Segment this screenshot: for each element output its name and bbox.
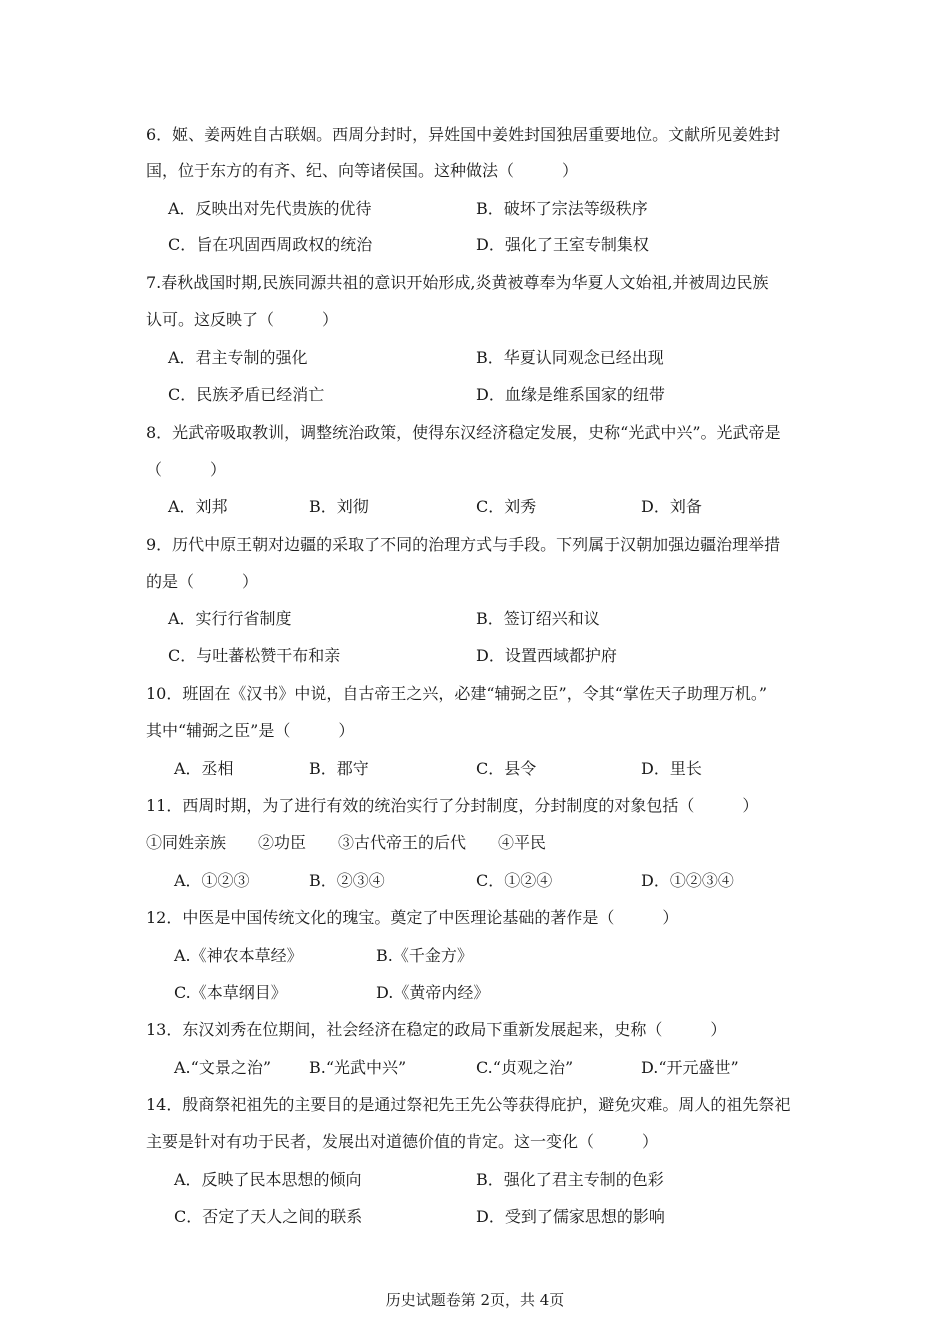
question-14-option-b: B．强化了君主专制的色彩 [476,1170,664,1189]
question-12-stem-line-1: 12．中医是中国传统文化的瑰宝。奠定了中医理论基础的著作是（ ） [146,908,679,927]
question-11-option-c: C．①②④ [476,871,553,890]
question-6-option-d: D．强化了王室专制集权 [476,235,649,254]
question-10-option-d: D．里长 [641,759,702,778]
question-7-option-d: D．血缘是维系国家的纽带 [476,385,665,404]
question-9-option-a: A．实行行省制度 [168,609,292,628]
question-7-stem-line-2: 认可。这反映了（ ） [146,310,339,329]
question-13-option-a: A.“文景之治” [174,1058,272,1077]
question-8-stem-line-2: （ ） [146,460,227,479]
question-14-stem-line-2: 主要是针对有功于民者，发展出对道德价值的肯定。这一变化（ ） [146,1132,659,1151]
question-7-stem-line-1: 7.春秋战国时期,民族同源共祖的意识开始形成,炎黄被尊奉为华夏人文始祖,并被周边民族 [146,273,769,292]
question-10-stem-line-1: 10．班固在《汉书》中说，自古帝王之兴，必建“辅弼之臣”，令其“掌佐天子助理万机。” [146,684,768,703]
question-9-stem-line-2: 的是（ ） [146,572,259,591]
question-10-stem-line-2: 其中“辅弼之臣”是（ ） [146,721,355,740]
question-13-option-d: D.“开元盛世” [641,1058,739,1077]
question-10-option-c: C．县令 [476,759,537,778]
question-11-option-b: B．②③④ [309,871,385,890]
question-12-option-a: A.《神农本草经》 [174,946,303,965]
question-9-option-b: B．签订绍兴和议 [476,609,600,628]
question-9-option-d: D．设置西域都护府 [476,646,617,665]
question-12-option-c: C.《本草纲目》 [174,983,287,1002]
question-11-option-a: A．①②③ [174,871,250,890]
question-6-option-a: A．反映出对先代贵族的优待 [168,199,372,218]
question-8-option-a: A．刘邦 [168,497,228,516]
question-7-option-c: C．民族矛盾已经消亡 [168,385,325,404]
question-8-option-b: B．刘彻 [309,497,369,516]
question-14-stem-line-1: 14．殷商祭祀祖先的主要目的是通过祭祀先王先公等获得庇护，避免灾难。周人的祖先祭祀 [146,1095,791,1114]
question-13-stem-line-1: 13．东汉刘秀在位期间，社会经济在稳定的政局下重新发展起来，史称（ ） [146,1020,727,1039]
question-14-option-a: A．反映了民本思想的倾向 [174,1170,362,1189]
question-13-option-c: C.“贞观之治” [476,1058,574,1077]
question-10-option-b: B．郡守 [309,759,369,778]
question-6-option-b: B．破坏了宗法等级秩序 [476,199,648,218]
question-13-option-b: B.“光武中兴” [309,1058,407,1077]
question-14-option-d: D．受到了儒家思想的影响 [476,1207,665,1226]
question-7-option-b: B．华夏认同观念已经出现 [476,348,664,367]
question-6-option-c: C．旨在巩固西周政权的统治 [168,235,373,254]
question-6-stem-line-1: 6．姬、姜两姓自古联姻。西周分封时，异姓国中姜姓封国独居重要地位。文献所见姜姓封 [146,125,781,144]
question-8-option-c: C．刘秀 [476,497,537,516]
question-10-option-a: A．丞相 [174,759,234,778]
question-12-option-b: B.《千金方》 [376,946,473,965]
question-12-option-d: D.《黄帝内经》 [376,983,490,1002]
question-8-option-d: D．刘备 [641,497,702,516]
question-14-option-c: C．否定了天人之间的联系 [174,1207,363,1226]
question-8-stem-line-1: 8．光武帝吸取教训，调整统治政策，使得东汉经济稳定发展，史称“光武中兴”。光武帝是 [146,423,781,442]
question-9-option-c: C．与吐蕃松赞干布和亲 [168,646,341,665]
question-6-stem-line-2: 国，位于东方的有齐、纪、向等诸侯国。这种做法（ ） [146,161,579,180]
page-footer: 历史试题卷第 2页，共 4页 [385,1291,565,1309]
question-11-option-d: D．①②③④ [641,871,734,890]
question-11-stem-line-2: ①同姓亲族 ②功臣 ③古代帝王的后代 ④平民 [146,833,547,852]
question-7-option-a: A．君主专制的强化 [168,348,308,367]
question-9-stem-line-1: 9．历代中原王朝对边疆的采取了不同的治理方式与手段。下列属于汉朝加强边疆治理举措 [146,535,781,554]
question-11-stem-line-1: 11．西周时期，为了进行有效的统治实行了分封制度，分封制度的对象包括（ ） [146,796,759,815]
